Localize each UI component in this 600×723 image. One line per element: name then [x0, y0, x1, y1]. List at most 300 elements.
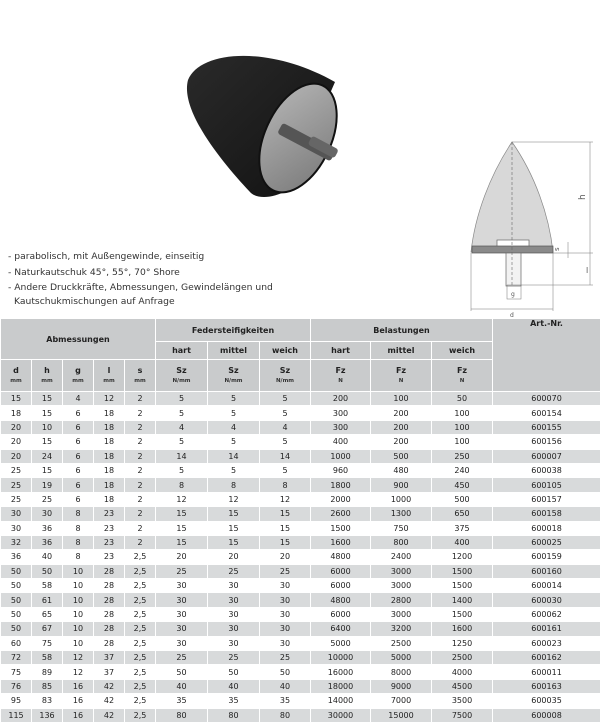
cell-h: 50: [32, 564, 63, 578]
table-row: [1, 579, 600, 593]
cell-sz_mittel: 30: [208, 622, 260, 636]
table-row: [1, 521, 600, 535]
cell-d: 95: [1, 694, 32, 708]
cell-h: 25: [32, 492, 63, 506]
column-label: Sz: [228, 365, 239, 375]
cell-d: 50: [1, 579, 32, 593]
column-label: Sz: [176, 365, 187, 375]
column-unit: N: [459, 377, 465, 384]
cell-d: 72: [1, 651, 32, 665]
cell-g: 6: [63, 478, 94, 492]
cell-sz_weich: 5: [260, 463, 311, 477]
cell-sz_mittel: 15: [208, 507, 260, 521]
cell-s: 2,5: [125, 694, 156, 708]
cell-sz_mittel: 25: [208, 651, 260, 665]
cell-g: 8: [63, 521, 94, 535]
column-label: g: [75, 365, 81, 375]
cell-s: 2: [125, 521, 156, 535]
cell-d: 20: [1, 449, 32, 463]
label-l: l: [586, 266, 589, 275]
cell-g: 6: [63, 463, 94, 477]
cell-fz_mittel: 800: [371, 535, 432, 549]
cell-fz_hart: 1600: [311, 535, 371, 549]
cell-art-nr: 600105: [493, 478, 600, 492]
cell-d: 36: [1, 550, 32, 564]
cell-g: 16: [63, 679, 94, 693]
column-header-fz_weich: [432, 360, 493, 392]
cell-fz_hart: 30000: [311, 708, 371, 722]
cell-fz_mittel: 3200: [371, 622, 432, 636]
cell-sz_mittel: 80: [208, 708, 260, 722]
cell-fz_hart: 6400: [311, 622, 371, 636]
cell-l: 23: [94, 535, 125, 549]
column-label: Fz: [335, 365, 346, 375]
cell-sz_hart: 15: [156, 535, 208, 549]
cell-art-nr: 600159: [493, 550, 600, 564]
cell-art-nr: 600025: [493, 535, 600, 549]
cell-l: 23: [94, 507, 125, 521]
cell-sz_mittel: 4: [208, 420, 260, 434]
cell-s: 2: [125, 507, 156, 521]
cell-fz_hart: 400: [311, 435, 371, 449]
cell-art-nr: 600038: [493, 463, 600, 477]
cell-sz_mittel: 30: [208, 607, 260, 621]
cell-l: 28: [94, 622, 125, 636]
cell-l: 28: [94, 593, 125, 607]
cell-fz_weich: 100: [432, 435, 493, 449]
cell-sz_weich: 8: [260, 478, 311, 492]
cell-g: 12: [63, 651, 94, 665]
column-unit: mm: [134, 377, 146, 384]
cell-l: 23: [94, 521, 125, 535]
cell-h: 15: [32, 406, 63, 420]
cell-sz_hart: 30: [156, 622, 208, 636]
cell-l: 18: [94, 492, 125, 506]
cell-h: 65: [32, 607, 63, 621]
label-h: h: [578, 194, 588, 200]
cell-h: 85: [32, 679, 63, 693]
cell-art-nr: 600062: [493, 607, 600, 621]
column-unit: mm: [41, 377, 53, 384]
cell-l: 18: [94, 406, 125, 420]
cell-fz_mittel: 200: [371, 406, 432, 420]
cell-d: 20: [1, 435, 32, 449]
table-row: [1, 463, 600, 477]
cell-h: 67: [32, 622, 63, 636]
cell-h: 10: [32, 420, 63, 434]
cell-h: 89: [32, 665, 63, 679]
column-header-s: [125, 360, 156, 392]
cell-fz_weich: 4000: [432, 665, 493, 679]
cell-s: 2,5: [125, 607, 156, 621]
column-header-d: [1, 360, 32, 392]
cell-h: 36: [32, 521, 63, 535]
cell-l: 18: [94, 420, 125, 434]
cell-d: 50: [1, 593, 32, 607]
cell-sz_hart: 30: [156, 579, 208, 593]
cell-l: 18: [94, 478, 125, 492]
cell-sz_mittel: 5: [208, 406, 260, 420]
cell-sz_weich: 15: [260, 507, 311, 521]
cell-d: 76: [1, 679, 32, 693]
column-header-sz_mittel: [208, 360, 260, 392]
column-header-fz_mittel: [371, 360, 432, 392]
table-row: [1, 593, 600, 607]
table-row: [1, 636, 600, 650]
cell-fz_weich: 650: [432, 507, 493, 521]
cell-sz_weich: 40: [260, 679, 311, 693]
hardness-hart: hart: [156, 342, 208, 360]
cell-d: 50: [1, 622, 32, 636]
spec-table: [0, 318, 600, 723]
cell-d: 18: [1, 406, 32, 420]
table-row: [1, 392, 600, 406]
dimension-diagram: [455, 125, 600, 320]
column-unit: mm: [10, 377, 22, 384]
cell-sz_weich: 30: [260, 622, 311, 636]
cell-l: 18: [94, 463, 125, 477]
cell-s: 2: [125, 478, 156, 492]
cell-sz_mittel: 20: [208, 550, 260, 564]
cell-fz_weich: 2500: [432, 651, 493, 665]
column-header-g: [63, 360, 94, 392]
cell-fz_weich: 1250: [432, 636, 493, 650]
table-row: [1, 665, 600, 679]
cell-l: 28: [94, 636, 125, 650]
table-row: [1, 449, 600, 463]
cell-h: 30: [32, 507, 63, 521]
cell-fz_hart: 200: [311, 392, 371, 406]
cell-sz_mittel: 5: [208, 435, 260, 449]
cell-art-nr: 600023: [493, 636, 600, 650]
cell-d: 50: [1, 607, 32, 621]
cell-sz_mittel: 30: [208, 636, 260, 650]
cell-d: 30: [1, 507, 32, 521]
cell-fz_weich: 1500: [432, 607, 493, 621]
cell-s: 2: [125, 420, 156, 434]
cell-sz_weich: 12: [260, 492, 311, 506]
cell-g: 8: [63, 507, 94, 521]
cell-h: 19: [32, 478, 63, 492]
cell-art-nr: 600155: [493, 420, 600, 434]
cell-sz_mittel: 12: [208, 492, 260, 506]
cell-sz_mittel: 30: [208, 579, 260, 593]
cell-art-nr: 600157: [493, 492, 600, 506]
cell-fz_hart: 5000: [311, 636, 371, 650]
feature-list: [8, 250, 308, 308]
cell-fz_hart: 960: [311, 463, 371, 477]
column-label: l: [107, 365, 111, 375]
cell-d: 25: [1, 463, 32, 477]
cell-h: 61: [32, 593, 63, 607]
column-header-h: [32, 360, 63, 392]
column-unit: N/mm: [172, 377, 191, 384]
group-art-nr: Art.-Nr.: [493, 319, 600, 392]
cell-fz_hart: 1000: [311, 449, 371, 463]
cell-art-nr: 600158: [493, 507, 600, 521]
cell-fz_hart: 6000: [311, 579, 371, 593]
cell-fz_hart: 6000: [311, 564, 371, 578]
cell-g: 6: [63, 449, 94, 463]
cell-sz_weich: 35: [260, 694, 311, 708]
cell-fz_mittel: 100: [371, 392, 432, 406]
cell-fz_mittel: 750: [371, 521, 432, 535]
feature-item: - Naturkautschuk 45°, 55°, 70° Shore: [8, 266, 180, 278]
cell-art-nr: 600162: [493, 651, 600, 665]
cell-fz_hart: 1500: [311, 521, 371, 535]
cell-d: 15: [1, 392, 32, 406]
cell-h: 58: [32, 651, 63, 665]
cell-g: 6: [63, 420, 94, 434]
cell-art-nr: 600008: [493, 708, 600, 722]
cell-d: 20: [1, 420, 32, 434]
table-row: [1, 564, 600, 578]
cell-h: 15: [32, 435, 63, 449]
cell-s: 2: [125, 435, 156, 449]
cell-fz_mittel: 500: [371, 449, 432, 463]
cell-fz_mittel: 1000: [371, 492, 432, 506]
cell-sz_hart: 25: [156, 651, 208, 665]
cell-sz_weich: 5: [260, 392, 311, 406]
cell-sz_mittel: 35: [208, 694, 260, 708]
cell-fz_mittel: 1300: [371, 507, 432, 521]
cell-fz_mittel: 7000: [371, 694, 432, 708]
cell-g: 12: [63, 665, 94, 679]
hardness-mittel: mittel: [371, 342, 432, 360]
cell-sz_hart: 30: [156, 593, 208, 607]
cell-fz_mittel: 5000: [371, 651, 432, 665]
cell-art-nr: 600030: [493, 593, 600, 607]
cell-sz_mittel: 8: [208, 478, 260, 492]
cell-s: 2,5: [125, 679, 156, 693]
cell-fz_mittel: 9000: [371, 679, 432, 693]
cell-art-nr: 600014: [493, 579, 600, 593]
cell-h: 136: [32, 708, 63, 722]
cell-sz_mittel: 15: [208, 535, 260, 549]
cell-l: 12: [94, 392, 125, 406]
cell-fz_mittel: 3000: [371, 564, 432, 578]
cell-sz_weich: 25: [260, 564, 311, 578]
cell-fz_mittel: 3000: [371, 607, 432, 621]
cell-fz_weich: 1500: [432, 564, 493, 578]
table-row: [1, 535, 600, 549]
column-header-sz_weich: [260, 360, 311, 392]
cell-s: 2,5: [125, 651, 156, 665]
cell-s: 2,5: [125, 622, 156, 636]
cell-l: 28: [94, 579, 125, 593]
cell-sz_weich: 5: [260, 406, 311, 420]
cell-sz_mittel: 14: [208, 449, 260, 463]
cell-sz_weich: 30: [260, 607, 311, 621]
cell-s: 2,5: [125, 708, 156, 722]
column-header-l: [94, 360, 125, 392]
cell-d: 50: [1, 564, 32, 578]
cell-d: 25: [1, 492, 32, 506]
cell-fz_mittel: 2400: [371, 550, 432, 564]
hardness-hart: hart: [311, 342, 371, 360]
cell-fz_hart: 16000: [311, 665, 371, 679]
cell-fz_mittel: 2800: [371, 593, 432, 607]
cell-g: 10: [63, 593, 94, 607]
cell-fz_weich: 4500: [432, 679, 493, 693]
cell-g: 10: [63, 607, 94, 621]
cell-s: 2,5: [125, 636, 156, 650]
label-s: s: [553, 247, 561, 251]
cell-d: 60: [1, 636, 32, 650]
cell-s: 2,5: [125, 665, 156, 679]
cell-fz_hart: 300: [311, 420, 371, 434]
column-unit: N/mm: [224, 377, 243, 384]
cell-fz_weich: 100: [432, 406, 493, 420]
hardness-weich: weich: [260, 342, 311, 360]
cell-sz_mittel: 5: [208, 392, 260, 406]
column-unit: mm: [72, 377, 84, 384]
cell-art-nr: 600011: [493, 665, 600, 679]
cell-sz_hart: 15: [156, 507, 208, 521]
cell-l: 42: [94, 694, 125, 708]
cell-l: 42: [94, 708, 125, 722]
cell-fz_hart: 2600: [311, 507, 371, 521]
cell-sz_mittel: 50: [208, 665, 260, 679]
cell-art-nr: 600035: [493, 694, 600, 708]
cell-s: 2,5: [125, 564, 156, 578]
label-d: d: [510, 312, 514, 319]
cell-d: 115: [1, 708, 32, 722]
table-row: [1, 435, 600, 449]
column-header-fz_hart: [311, 360, 371, 392]
cell-sz_weich: 14: [260, 449, 311, 463]
cell-sz_hart: 20: [156, 550, 208, 564]
cell-sz_weich: 30: [260, 579, 311, 593]
cell-fz_weich: 400: [432, 535, 493, 549]
column-label: d: [13, 365, 19, 375]
cell-h: 40: [32, 550, 63, 564]
cell-sz_hart: 30: [156, 607, 208, 621]
cell-sz_hart: 40: [156, 679, 208, 693]
cell-fz_hart: 6000: [311, 607, 371, 621]
cell-fz_weich: 1600: [432, 622, 493, 636]
table-row: [1, 708, 600, 722]
cell-sz_mittel: 25: [208, 564, 260, 578]
cell-g: 6: [63, 406, 94, 420]
cell-sz_hart: 14: [156, 449, 208, 463]
table-row: [1, 694, 600, 708]
cell-fz_mittel: 8000: [371, 665, 432, 679]
cell-g: 6: [63, 492, 94, 506]
cell-sz_hart: 5: [156, 392, 208, 406]
cell-art-nr: 600154: [493, 406, 600, 420]
cell-fz_weich: 240: [432, 463, 493, 477]
cell-h: 15: [32, 392, 63, 406]
column-label: Sz: [279, 365, 291, 375]
cell-l: 18: [94, 449, 125, 463]
cell-fz_weich: 100: [432, 420, 493, 434]
table-row: [1, 478, 600, 492]
feature-item: - parabolisch, mit Außengewinde, einseitig: [8, 251, 205, 262]
cell-sz_weich: 30: [260, 593, 311, 607]
cell-sz_hart: 5: [156, 463, 208, 477]
cell-h: 15: [32, 463, 63, 477]
cell-fz_weich: 3500: [432, 694, 493, 708]
cell-g: 16: [63, 708, 94, 722]
cell-sz_hart: 50: [156, 665, 208, 679]
cell-art-nr: 600161: [493, 622, 600, 636]
cell-l: 18: [94, 435, 125, 449]
column-label: Fz: [395, 365, 407, 375]
cell-fz_weich: 375: [432, 521, 493, 535]
product-image: [160, 40, 370, 210]
cell-fz_mittel: 480: [371, 463, 432, 477]
group-belastungen: Belastungen: [311, 319, 493, 342]
cell-art-nr: 600156: [493, 435, 600, 449]
cell-sz_hart: 8: [156, 478, 208, 492]
cell-s: 2,5: [125, 550, 156, 564]
table-row: [1, 651, 600, 665]
cell-g: 10: [63, 636, 94, 650]
hardness-mittel: mittel: [208, 342, 260, 360]
cell-fz_hart: 10000: [311, 651, 371, 665]
label-g: g: [511, 291, 515, 298]
cell-l: 28: [94, 607, 125, 621]
cell-l: 37: [94, 651, 125, 665]
cell-fz_weich: 1500: [432, 579, 493, 593]
table-row: [1, 507, 600, 521]
cell-l: 42: [94, 679, 125, 693]
cell-sz_hart: 5: [156, 406, 208, 420]
cell-l: 23: [94, 550, 125, 564]
cell-sz_weich: 50: [260, 665, 311, 679]
cell-h: 75: [32, 636, 63, 650]
cell-sz_weich: 80: [260, 708, 311, 722]
cell-sz_weich: 25: [260, 651, 311, 665]
cell-g: 10: [63, 564, 94, 578]
table-row: [1, 550, 600, 564]
cell-sz_weich: 20: [260, 550, 311, 564]
cell-s: 2: [125, 406, 156, 420]
cell-fz_mittel: 3000: [371, 579, 432, 593]
cell-s: 2: [125, 463, 156, 477]
cell-fz_weich: 7500: [432, 708, 493, 722]
cell-d: 25: [1, 478, 32, 492]
cell-fz_weich: 450: [432, 478, 493, 492]
cell-l: 28: [94, 564, 125, 578]
feature-item: - Andere Druckkräfte, Abmessungen, Gewindelängen und Kautschukmischungen auf Anfrage: [8, 282, 273, 307]
cell-sz_mittel: 15: [208, 521, 260, 535]
column-unit: N/mm: [275, 377, 295, 384]
column-unit: N: [398, 377, 404, 384]
table-row: [1, 420, 600, 434]
cell-fz_mittel: 200: [371, 420, 432, 434]
cell-fz_hart: 1800: [311, 478, 371, 492]
cell-fz_weich: 50: [432, 392, 493, 406]
column-unit: N: [338, 377, 343, 384]
cell-g: 4: [63, 392, 94, 406]
cell-g: 10: [63, 579, 94, 593]
column-label: h: [44, 365, 50, 375]
group-abmessungen: Abmessungen: [1, 319, 156, 360]
cell-fz_weich: 1400: [432, 593, 493, 607]
cell-g: 6: [63, 435, 94, 449]
cell-fz_hart: 300: [311, 406, 371, 420]
group-federsteifigkeiten: Federsteifigkeiten: [156, 319, 311, 342]
cell-fz_hart: 4800: [311, 593, 371, 607]
cell-d: 32: [1, 535, 32, 549]
cell-art-nr: 600070: [493, 392, 600, 406]
cell-g: 10: [63, 622, 94, 636]
cell-fz_hart: 18000: [311, 679, 371, 693]
cell-sz_weich: 5: [260, 435, 311, 449]
cell-sz_mittel: 40: [208, 679, 260, 693]
